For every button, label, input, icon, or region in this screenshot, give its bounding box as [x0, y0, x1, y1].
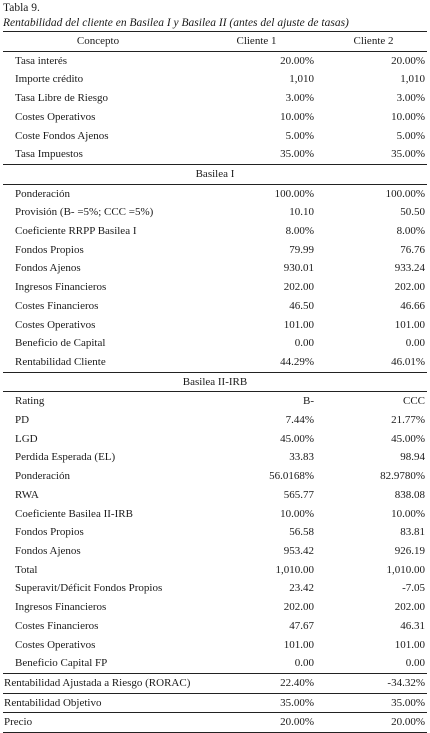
row-label: Beneficio de Capital — [15, 337, 106, 350]
header-row — [3, 32, 427, 52]
cell-value: 20.00% — [193, 713, 320, 733]
row-label: Costes Financieros — [15, 619, 99, 632]
cell-value: 100.00% — [274, 187, 314, 200]
cell-value: 202.00 — [283, 601, 314, 614]
cell-value: 0.00 — [294, 337, 314, 350]
cell-value: 98.94 — [400, 451, 425, 464]
row-label: Rating — [15, 395, 45, 408]
table-row — [3, 561, 427, 580]
table-row — [3, 654, 427, 673]
row-label: Fondos Propios — [15, 526, 84, 539]
cell-value: 50.50 — [400, 206, 425, 219]
table-row — [3, 241, 427, 260]
cell-value: 101.00 — [283, 318, 314, 331]
table-row — [3, 203, 427, 222]
row-label: Tasa Libre de Riesgo — [15, 92, 109, 105]
cell-value: 0.00 — [405, 337, 425, 350]
table-row — [3, 636, 427, 655]
cell-value: 100.00% — [385, 187, 425, 200]
table-row — [3, 316, 427, 335]
table-title: Rentabilidad del cliente en Basilea I y Basilea II (antes del ajuste de tasas) — [3, 17, 349, 29]
row-label: Costes Operativos — [15, 110, 96, 123]
cell-value: 10.00% — [391, 507, 425, 520]
cell-value: CCC — [402, 395, 425, 408]
cell-value: 23.42 — [289, 582, 314, 595]
cell-value: 20.00% — [391, 54, 425, 67]
cell-value: 35.00% — [320, 693, 427, 713]
cell-value: 82.9780% — [380, 470, 425, 483]
table-row — [3, 222, 427, 241]
row-label: Tasa Impuestos — [15, 148, 83, 161]
row-label: Costes Operativos — [15, 318, 96, 331]
cell-value: 44.29% — [280, 355, 314, 368]
table-row — [3, 353, 427, 372]
cell-value: 56.0168% — [269, 470, 314, 483]
cell-value: 0.00 — [294, 657, 314, 670]
cell-value: 5.00% — [285, 129, 314, 142]
section-header-row — [3, 372, 427, 392]
row-label: Rentabilidad Objetivo — [3, 693, 193, 713]
cell-value: 101.00 — [394, 638, 425, 651]
cell-value: 45.00% — [280, 432, 314, 445]
summary-row — [3, 693, 427, 713]
table-figure — [3, 0, 427, 733]
row-label: Perdida Esperada (EL) — [15, 451, 116, 464]
cell-value: 10.00% — [280, 507, 314, 520]
table-row — [3, 617, 427, 636]
row-label: Tasa interés — [15, 54, 68, 67]
cell-value: 5.00% — [396, 129, 425, 142]
section-title: Basilea I — [3, 164, 427, 184]
table-row — [3, 448, 427, 467]
cell-value: 46.31 — [400, 619, 425, 632]
table-row — [3, 467, 427, 486]
table-row — [3, 127, 427, 146]
summary-row — [3, 673, 427, 693]
row-label: Ponderación — [15, 470, 70, 483]
cell-value: 83.81 — [400, 526, 425, 539]
table-row — [3, 505, 427, 524]
row-label: Beneficio Capital FP — [15, 657, 108, 670]
row-label: Provisión (B- =5%; CCC =5%) — [15, 206, 154, 219]
row-label: PD — [15, 414, 30, 427]
table-number: Tabla 9. — [3, 2, 40, 14]
cell-value: 46.66 — [400, 299, 425, 312]
cell-value: 45.00% — [391, 432, 425, 445]
row-label: Rentabilidad Cliente — [15, 355, 106, 368]
cell-value: 76.76 — [400, 243, 425, 256]
cell-value: 202.00 — [283, 281, 314, 294]
row-label: RWA — [15, 488, 39, 501]
cell-value: 46.50 — [289, 299, 314, 312]
cell-value: 20.00% — [320, 713, 427, 733]
cell-value: 35.00% — [391, 148, 425, 161]
profitability-table — [3, 31, 427, 733]
cell-value: 933.24 — [394, 262, 425, 275]
cell-value: 1,010.00 — [275, 563, 314, 576]
row-label: Superavit/Déficit Fondos Propios — [15, 582, 163, 595]
cell-value: 1,010 — [289, 73, 314, 86]
table-row — [3, 392, 427, 411]
cell-value: 10.00% — [280, 110, 314, 123]
column-header: Concepto — [3, 32, 193, 52]
cell-value: 21.77% — [391, 414, 425, 427]
table-row — [3, 486, 427, 505]
cell-value: 33.83 — [289, 451, 314, 464]
row-label: LGD — [15, 432, 38, 445]
row-label: Fondos Ajenos — [15, 544, 81, 557]
cell-value: 202.00 — [394, 601, 425, 614]
cell-value: 1,010 — [400, 73, 425, 86]
cell-value: 56.58 — [289, 526, 314, 539]
table-row — [3, 579, 427, 598]
row-label: Ponderación — [15, 187, 70, 200]
row-label: Fondos Propios — [15, 243, 84, 256]
cell-value: -7.05 — [402, 582, 425, 595]
cell-value: 46.01% — [391, 355, 425, 368]
table-row — [3, 145, 427, 164]
cell-value: 1,010.00 — [386, 563, 425, 576]
cell-value: 926.19 — [394, 544, 425, 557]
cell-value: -34.32% — [320, 673, 427, 693]
table-row — [3, 411, 427, 430]
table-row — [3, 523, 427, 542]
table-row — [3, 108, 427, 127]
table-row — [3, 598, 427, 617]
table-row — [3, 297, 427, 316]
table-row — [3, 334, 427, 353]
cell-value: 838.08 — [394, 488, 425, 501]
cell-value: 47.67 — [289, 619, 314, 632]
table-row — [3, 89, 427, 108]
cell-value: 35.00% — [280, 148, 314, 161]
cell-value: 20.00% — [280, 54, 314, 67]
cell-value: 101.00 — [394, 318, 425, 331]
cell-value: B- — [303, 395, 314, 408]
column-header: Cliente 2 — [320, 32, 427, 52]
row-label: Coste Fondos Ajenos — [15, 129, 109, 142]
cell-value: 8.00% — [285, 225, 314, 238]
cell-value: 22.40% — [193, 673, 320, 693]
cell-value: 3.00% — [285, 92, 314, 105]
table-row — [3, 542, 427, 561]
cell-value: 930.01 — [283, 262, 314, 275]
table-row — [3, 430, 427, 449]
cell-value: 10.10 — [289, 206, 314, 219]
row-label: Total — [15, 563, 38, 576]
cell-value: 7.44% — [285, 414, 314, 427]
row-label: Ingresos Financieros — [15, 601, 107, 614]
table-body — [3, 32, 427, 733]
cell-value: 8.00% — [396, 225, 425, 238]
table-row — [3, 70, 427, 89]
row-label: Costes Financieros — [15, 299, 99, 312]
section-title: Basilea II-IRB — [3, 372, 427, 392]
cell-value: 565.77 — [283, 488, 314, 501]
table-row — [3, 259, 427, 278]
cell-value: 79.99 — [289, 243, 314, 256]
column-header: Cliente 1 — [193, 32, 320, 52]
table-row — [3, 184, 427, 203]
table-row — [3, 51, 427, 70]
row-label: Precio — [3, 713, 193, 733]
row-label: Costes Operativos — [15, 638, 96, 651]
table-row — [3, 278, 427, 297]
cell-value: 35.00% — [193, 693, 320, 713]
row-label: Coeficiente Basilea II-IRB — [15, 507, 133, 520]
section-header-row — [3, 164, 427, 184]
row-label: Ingresos Financieros — [15, 281, 107, 294]
row-label: Importe crédito — [15, 73, 84, 86]
cell-value: 10.00% — [391, 110, 425, 123]
cell-value: 3.00% — [396, 92, 425, 105]
row-label: Fondos Ajenos — [15, 262, 81, 275]
cell-value: 101.00 — [283, 638, 314, 651]
row-label: Coeficiente RRPP Basilea I — [15, 225, 137, 238]
row-label: Rentabilidad Ajustada a Riesgo (RORAC) — [3, 673, 193, 693]
cell-value: 202.00 — [394, 281, 425, 294]
cell-value: 0.00 — [405, 657, 425, 670]
cell-value: 953.42 — [283, 544, 314, 557]
